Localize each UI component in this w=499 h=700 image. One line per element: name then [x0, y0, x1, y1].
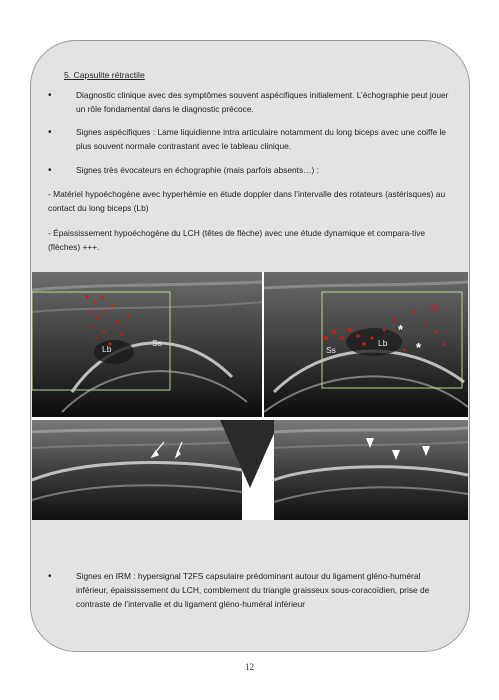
dash-lch-thickening: - Épaississement hypoéchogène du LCH (têtes de flèche) avec une étude dynamique et compara-tive (flèches) +++. — [48, 228, 426, 252]
dash-hypoechoic-material: - Matériel hypoéchogène avec hyperhémie en étude doppler dans l’intervalle des rotateurs (astérisques) au contact du long biceps (Lb) — [48, 189, 446, 213]
ultrasound-image-bottom-right — [274, 420, 468, 520]
bullet-evocative-signs: Signes très évocateurs en échographie (mais parfois absents…) : — [76, 165, 319, 175]
ultrasound-dynamic-right — [274, 420, 468, 520]
ultrasound-figure — [32, 272, 468, 520]
ultrasound-doppler-right — [264, 272, 468, 417]
section-heading: 5. Capsulite rétractile — [64, 70, 145, 80]
bullet-nonspecific-signs: Signes aspécifiques : Lame liquidienne intra articulaire notamment du long biceps avec une coiffe le plus souvent normale contrastant avec le tableau clinique. — [76, 127, 446, 151]
label-ss-left: Ss — [152, 338, 162, 348]
bullet-marker: • — [48, 571, 52, 582]
bullet-marker: • — [48, 165, 52, 176]
ultrasound-dynamic-left — [32, 420, 242, 520]
bullet-marker: • — [48, 90, 52, 101]
bullet-diagnostic: Diagnostic clinique avec des symptômes souvent aspécifiques initialement. L’échographie peut jouer un rôle fondamental dans le diagnostic précoce. — [76, 90, 449, 114]
ultrasound-image-right — [264, 272, 468, 417]
ultrasound-image-bottom-left — [32, 420, 242, 520]
ultrasound-image-left — [32, 272, 262, 417]
bullet-mri-signs: Signes en IRM : hypersignal T2FS capsulaire prédominant autour du ligament gléno-huméral inférieur, épaississement du LCH, comblement du triangle graisseux sous-coracoïdien, prise de contraste de l’intervalle et du ligament gléno-huméral inférieur — [76, 571, 430, 609]
asterisk-marker: * — [398, 322, 404, 337]
label-lb-left: Lb — [102, 344, 112, 354]
label-lb-right: Lb — [378, 338, 388, 348]
asterisk-marker: * — [416, 340, 422, 355]
bullet-marker: • — [48, 127, 52, 138]
probe-wedge — [220, 420, 280, 488]
page-number: 12 — [245, 662, 254, 672]
ultrasound-doppler-left — [32, 272, 262, 417]
label-ss-right: Ss — [326, 345, 336, 355]
